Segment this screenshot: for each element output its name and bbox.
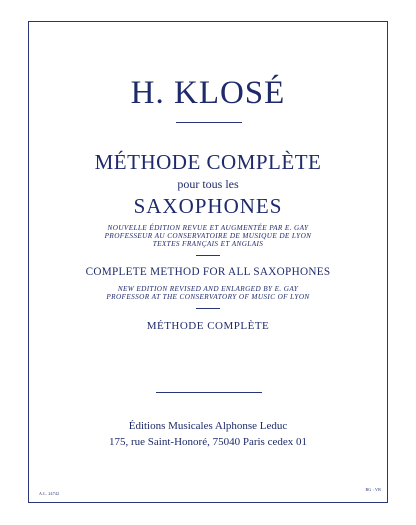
divider-rule <box>196 255 220 256</box>
title-methode-complete: MÉTHODE COMPLÈTE <box>94 150 322 174</box>
methode-complete-label: MÉTHODE COMPLÈTE <box>146 320 270 332</box>
composer-name: H. KLOSÉ <box>130 75 286 111</box>
english-edition-line: NEW EDITION REVISED AND ENLARGED BY E. GAY <box>117 285 299 293</box>
divider-rule <box>176 122 242 123</box>
plate-number: A.L. 24742 <box>39 491 60 496</box>
publisher-name: Éditions Musicales Alphonse Leduc <box>128 420 288 432</box>
publisher-address: 175, rue Saint-Honoré, 75040 Paris cedex 01 <box>109 436 307 448</box>
title-pour-tous-les: pour tous les <box>177 177 239 191</box>
french-edition-line: NOUVELLE ÉDITION REVUE ET AUGMENTÉE PAR E. GAY <box>107 224 309 232</box>
divider-rule <box>156 392 262 393</box>
cover-frame <box>28 21 388 503</box>
english-title: COMPLETE METHOD FOR ALL SAXOPHONES <box>85 266 331 278</box>
catalog-code: BG : VB <box>365 487 381 492</box>
english-edition-line: PROFESSOR AT THE CONSERVATORY OF MUSIC OF LYON <box>106 293 310 301</box>
divider-rule <box>196 308 220 309</box>
french-edition-line: PROFESSEUR AU CONSERVATOIRE DE MUSIQUE DE LYON <box>104 232 312 240</box>
title-saxophones: SAXOPHONES <box>133 194 283 218</box>
french-edition-line: TEXTES FRANÇAIS ET ANGLAIS <box>152 240 264 248</box>
